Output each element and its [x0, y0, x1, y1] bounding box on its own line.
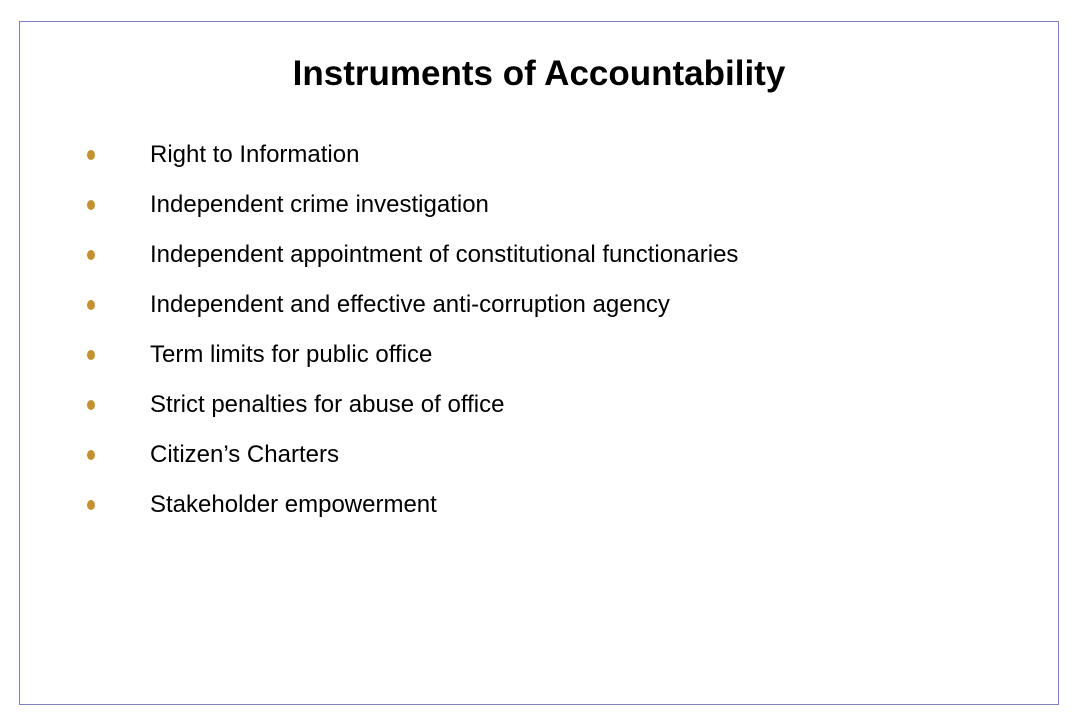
bullet-icon	[87, 350, 95, 360]
bullet-text: Independent crime investigation	[150, 191, 489, 218]
bullet-icon	[87, 300, 95, 310]
bullet-text: Strict penalties for abuse of office	[150, 391, 505, 418]
slide	[19, 21, 1059, 705]
bullet-text: Independent and effective anti-corruption agency	[150, 291, 670, 318]
bullet-text: Term limits for public office	[150, 341, 433, 368]
bullet-icon	[87, 500, 95, 510]
bullet-text: Stakeholder empowerment	[150, 491, 437, 518]
bullet-text: Citizen’s Charters	[150, 441, 339, 468]
bullet-text: Independent appointment of constitutional functionaries	[150, 241, 739, 268]
slide-title: Instruments of Accountability	[292, 54, 786, 93]
bullet-icon	[87, 150, 95, 160]
bullet-text: Right to Information	[150, 141, 360, 168]
bullet-icon	[87, 450, 95, 460]
bullet-icon	[87, 250, 95, 260]
bullet-icon	[87, 200, 95, 210]
bullet-icon	[87, 400, 95, 410]
